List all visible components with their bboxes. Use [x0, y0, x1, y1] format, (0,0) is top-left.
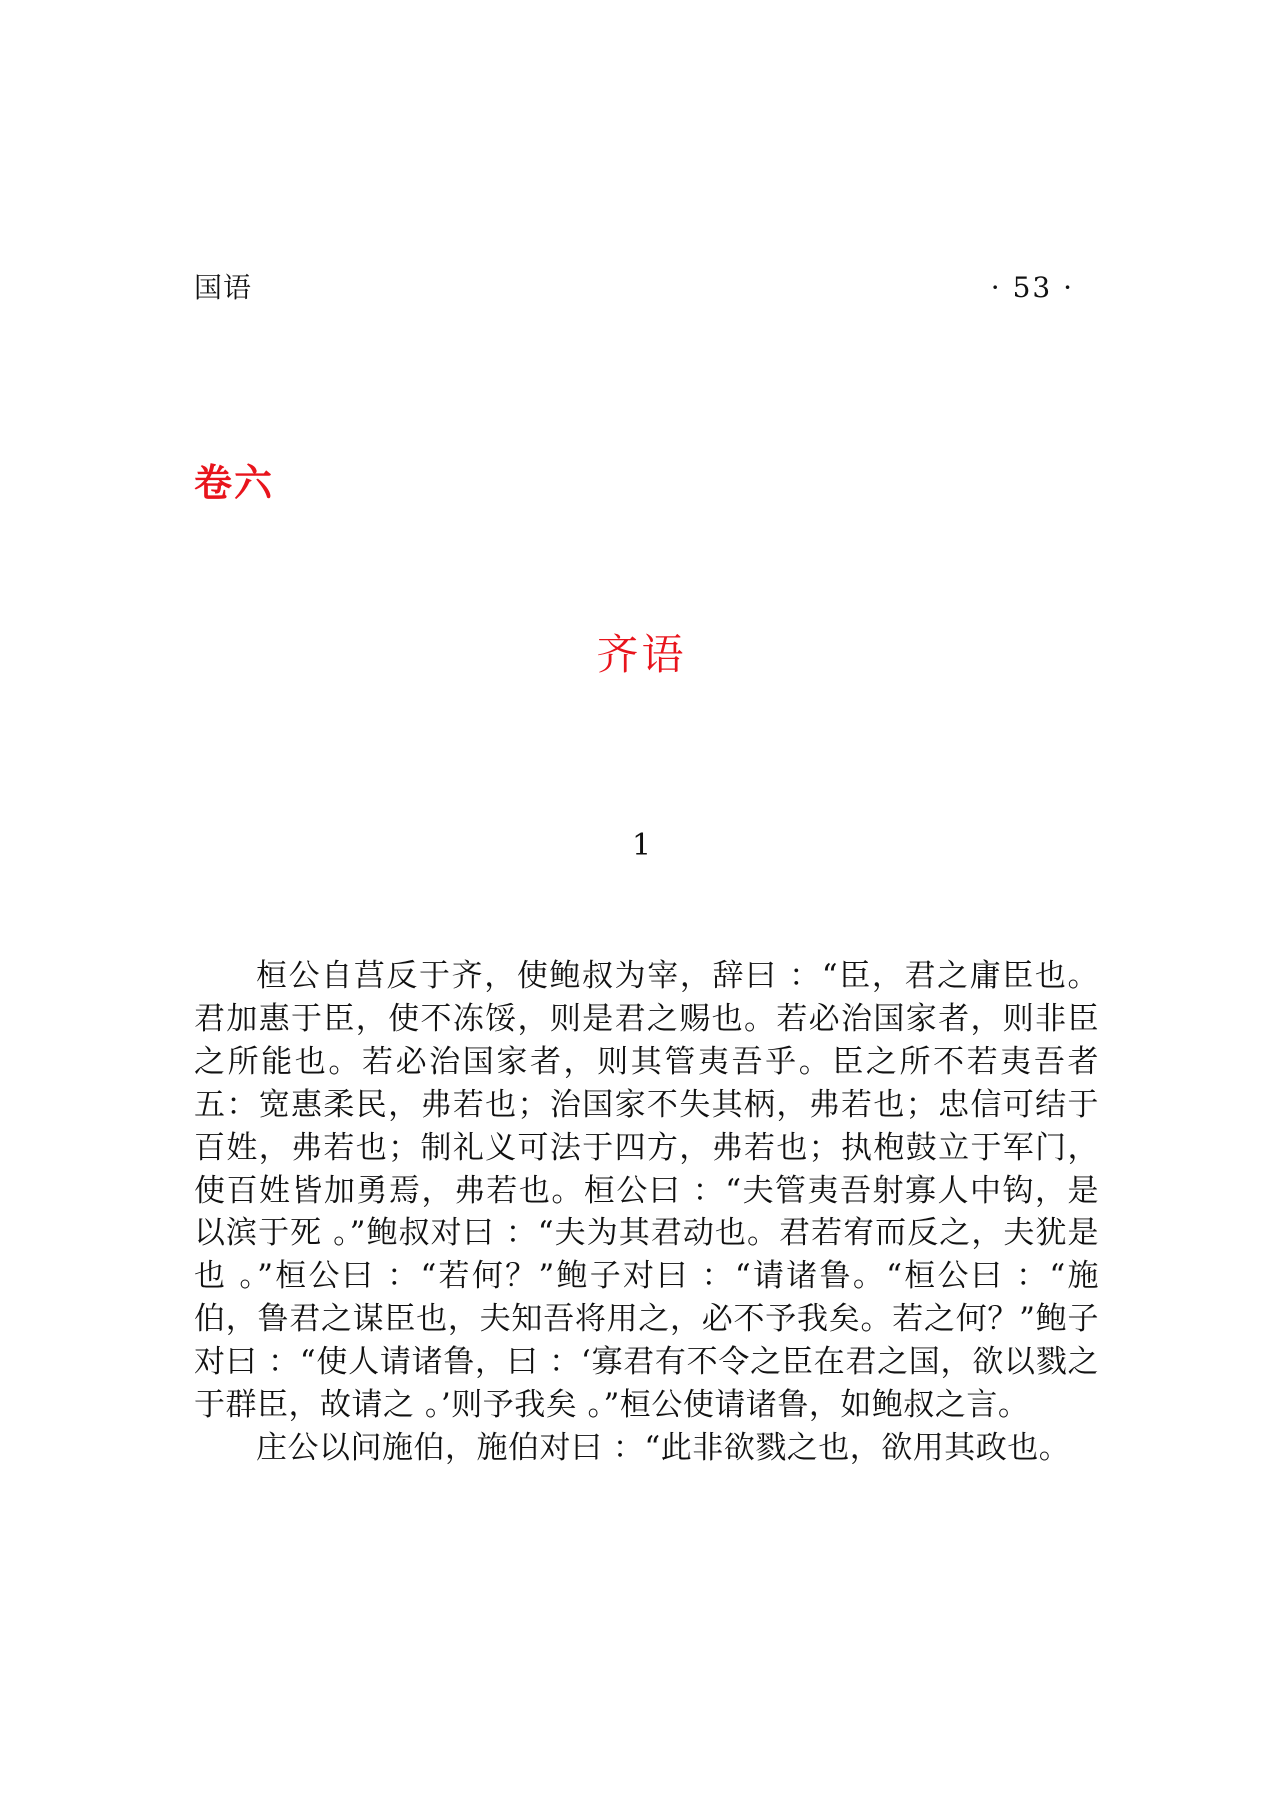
chapter-title: 齐语	[596, 630, 687, 679]
section-number: 1	[631, 828, 652, 863]
volume-title: 卷六	[194, 461, 275, 505]
paragraph: 桓公自莒反于齐，使鲍叔为宰，辞曰 ：“臣，君之庸臣也。君加惠于臣，使不冻馁，则是君之赐也。若必治国家者，则非臣之所能也。若必治国家者，则其管夷吾乎。臣之所不若夷吾者五：宽惠柔民，弗若也；治国家不失其柄，弗若也；忠信可结于百姓，弗若也；制礼义可法于四方，弗若也；执枹鼓立于军门，使百姓皆加勇焉，弗若也。桓公曰 ：“夫管夷吾射寡人中钩，是以滨于死 。”鲍叔对曰 ：“夫为其君动也。君若宥而反之，夫犹是也 。”桓公曰 ：“若何？”鲍子对曰 ：“请诸鲁。“桓公曰 ：“施伯，鲁君之谋臣也，夫知吾将用之，必不予我矣。若之何？”鲍子对曰 ：“使人请诸鲁，曰 ：‘寡君有不令之臣在君之国，欲以戮之于群臣，故请之 。’则予我矣 。”桓公使请诸鲁，如鲍叔之言。	[194, 958, 1099, 1424]
running-header	[194, 268, 1074, 308]
page-number: · 53 ·	[990, 271, 1074, 304]
body-text	[194, 955, 1099, 1470]
book-name: 国语	[194, 271, 253, 304]
paragraph: 庄公以问施伯，施伯对曰 ：“此非欲戮之也，欲用其政也。	[256, 1429, 1071, 1466]
